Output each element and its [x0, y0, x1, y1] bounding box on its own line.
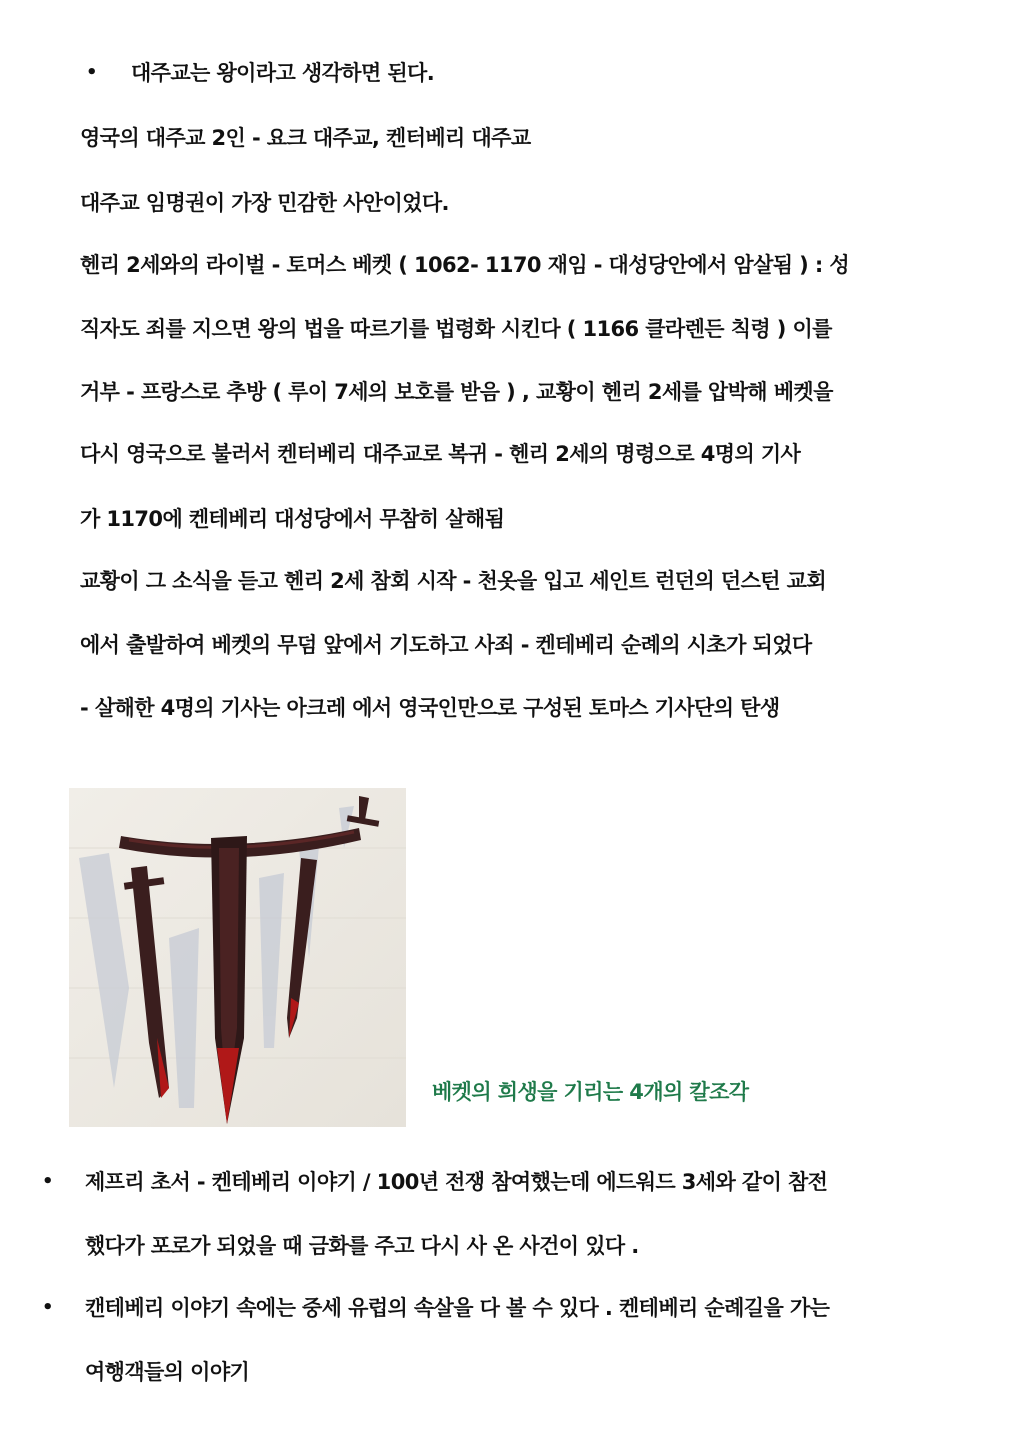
- paragraph-line: 거부 - 프랑스로 추방 ( 루이 7세의 보호를 받음 ) , 교황이 헨리 2세를 압박해 베켓을: [80, 380, 833, 404]
- sword-sculpture-photo: [69, 788, 406, 1127]
- paragraph-line: 직자도 죄를 지으면 왕의 법을 따르기를 법령화 시킨다 ( 1166 클라렌든 칙령 ) 이를: [80, 317, 832, 341]
- paragraph-line: 가 1170에 켄테베리 대성당에서 무참히 살해됨: [80, 507, 505, 531]
- bullet-text-line: 했다가 포로가 되었을 때 금화를 주고 다시 사 온 사건이 있다 .: [85, 1234, 639, 1258]
- bullet-marker: •: [42, 1171, 54, 1192]
- bullet-text-line: 제프리 초서 - 켄테베리 이야기 / 100년 전쟁 참여했는데 에드워드 3세와 같이 참전: [85, 1170, 828, 1194]
- bullet-text-line: 여행객들의 이야기: [85, 1360, 250, 1384]
- figure-caption: 베켓의 희생을 기리는 4개의 칼조각: [432, 1080, 749, 1104]
- bullet-marker: •: [42, 1297, 54, 1318]
- paragraph-line: 헨리 2세와의 라이벌 - 토머스 베켓 ( 1062- 1170 재임 - 대성당안에서 암살됨 ) : 성: [80, 253, 850, 277]
- paragraph-line: 영국의 대주교 2인 - 요크 대주교, 켄터베리 대주교: [80, 126, 531, 150]
- paragraph-line: 다시 영국으로 불러서 켄터베리 대주교로 복귀 - 헨리 2세의 명령으로 4명의 기사: [80, 442, 801, 466]
- paragraph-line: - 살해한 4명의 기사는 아크레 에서 영국인만으로 구성된 토마스 기사단의 탄생: [80, 696, 780, 720]
- sword-sculpture-illustration: [69, 788, 406, 1127]
- bullet-text-line: 캔테베리 이야기 속에는 중세 유럽의 속살을 다 볼 수 있다 . 켄테베리 순례길을 가는: [85, 1296, 830, 1320]
- paragraph-line: 에서 출발하여 베켓의 무덤 앞에서 기도하고 사죄 - 켄테베리 순례의 시초가 되었다: [80, 633, 812, 657]
- paragraph-line: 대주교 임명권이 가장 민감한 사안이었다.: [80, 191, 449, 215]
- bullet-marker: •: [86, 62, 98, 83]
- paragraph-line: 교황이 그 소식을 듣고 헨리 2세 참회 시작 - 천옷을 입고 세인트 런던의 던스턴 교회: [80, 569, 827, 593]
- bullet-text-archbishop-king: 대주교는 왕이라고 생각하면 된다.: [131, 61, 435, 85]
